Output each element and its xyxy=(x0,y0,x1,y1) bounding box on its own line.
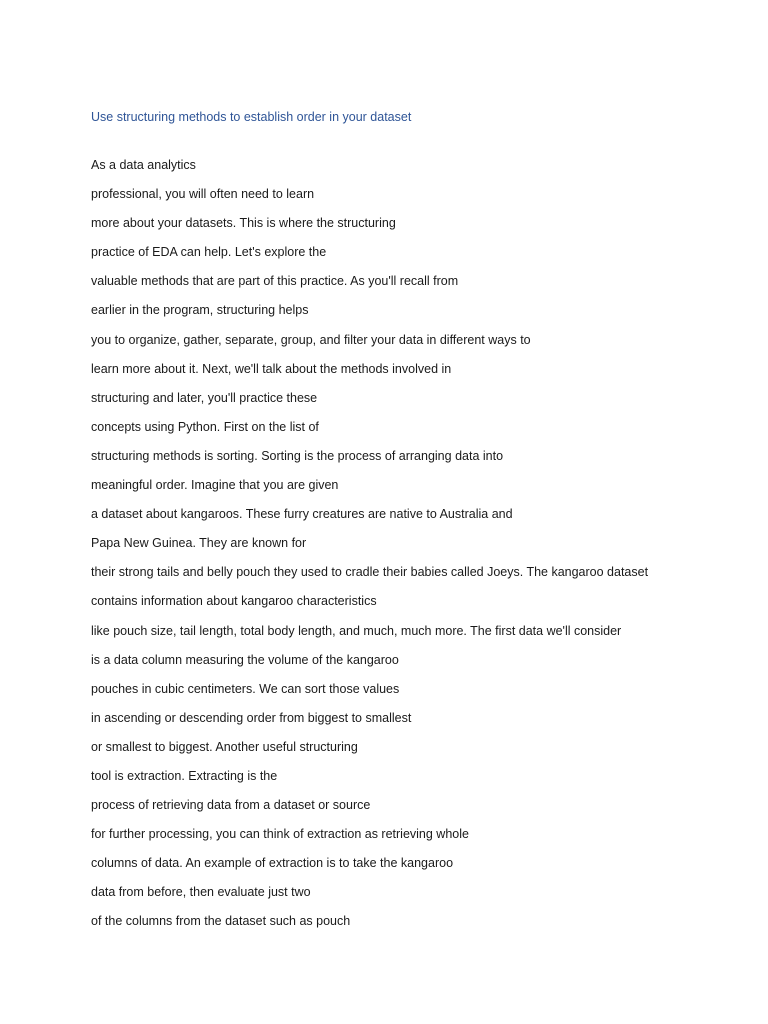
body-line: As a data analytics xyxy=(91,158,196,172)
body-line: pouches in cubic centimeters. We can sort those values xyxy=(91,681,400,696)
body-line: data from before, then evaluate just two xyxy=(91,885,311,900)
body-line: their strong tails and belly pouch they used to cradle their babies called Joeys. The kangaroo dataset xyxy=(91,565,649,580)
body-line: contains information about kangaroo characteristics xyxy=(91,594,377,609)
body-line: concepts using Python. First on the list of xyxy=(91,419,319,434)
body-line: practice of EDA can help. Let's explore the xyxy=(91,245,327,260)
body-line: is a data column measuring the volume of the kangaroo xyxy=(91,652,399,667)
body-line: structuring methods is sorting. Sorting is the process of arranging data into xyxy=(91,448,504,463)
body-line: professional, you will often need to learn xyxy=(91,187,315,202)
body-line: meaningful order. Imagine that you are given xyxy=(91,478,339,493)
body-line: in ascending or descending order from biggest to smallest xyxy=(91,710,412,725)
body-line: like pouch size, tail length, total body length, and much, much more. The first data we'll consider xyxy=(91,623,622,638)
body-line: tool is extraction. Extracting is the xyxy=(91,768,278,783)
body-line: earlier in the program, structuring helps xyxy=(91,303,309,318)
body-line: you to organize, gather, separate, group, and filter your data in different ways to xyxy=(91,332,531,347)
body-line: process of retrieving data from a dataset or source xyxy=(91,798,371,813)
body-line: more about your datasets. This is where the structuring xyxy=(91,216,396,231)
body-line: structuring and later, you'll practice these xyxy=(91,390,318,405)
document-heading: Use structuring methods to establish order in your dataset xyxy=(91,110,412,124)
body-line: or smallest to biggest. Another useful structuring xyxy=(91,739,358,754)
body-line: for further processing, you can think of extraction as retrieving whole xyxy=(91,827,469,842)
body-line: Papa New Guinea. They are known for xyxy=(91,536,307,551)
body-line: of the columns from the dataset such as pouch xyxy=(91,914,351,929)
body-line: learn more about it. Next, we'll talk about the methods involved in xyxy=(91,361,452,376)
body-line: a dataset about kangaroos. These furry creatures are native to Australia and xyxy=(91,507,513,522)
document-body xyxy=(91,155,648,941)
body-line: valuable methods that are part of this practice. As you'll recall from xyxy=(91,274,459,289)
body-line: columns of data. An example of extraction is to take the kangaroo xyxy=(91,856,454,871)
